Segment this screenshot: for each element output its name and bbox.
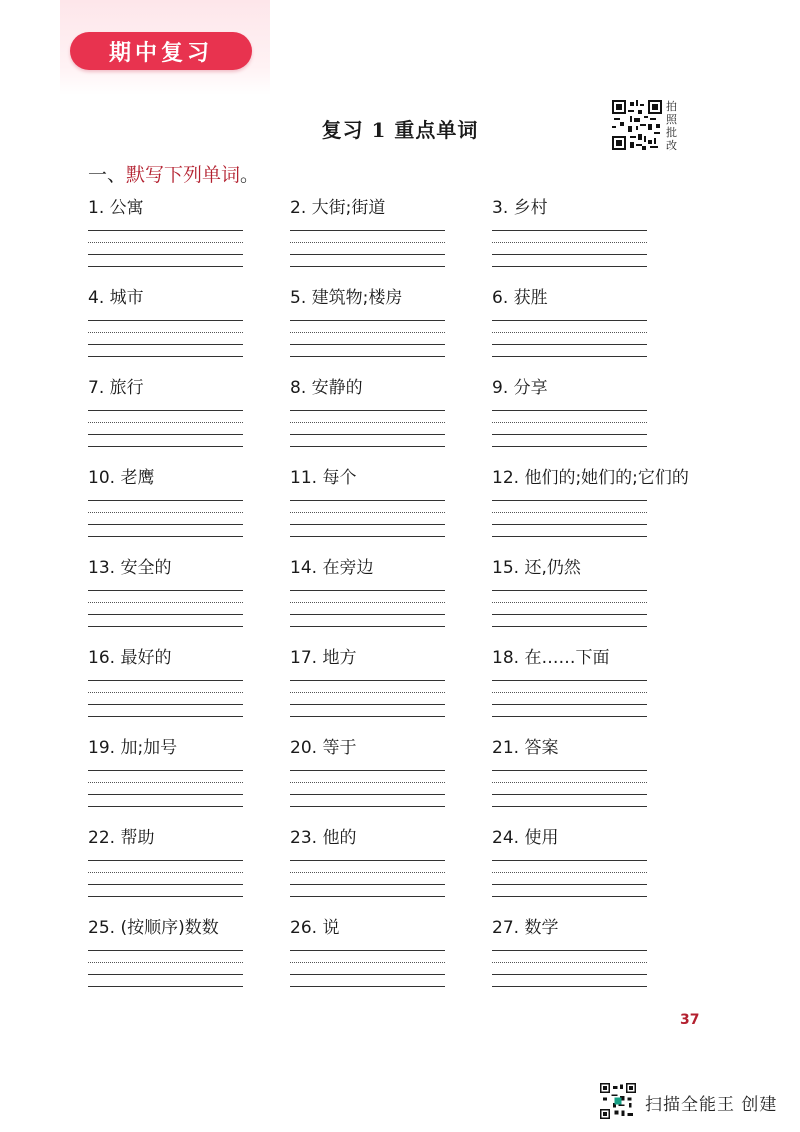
section-banner: 期中复习 (70, 32, 252, 70)
dotted-guide-line (290, 512, 445, 513)
writing-lines[interactable] (88, 320, 243, 368)
dotted-guide-line (492, 242, 647, 243)
writing-line (88, 704, 243, 705)
vocab-item (88, 375, 290, 465)
writing-line (492, 434, 647, 435)
vocab-item-label: 21. 答案 (492, 738, 559, 758)
writing-line (492, 356, 647, 357)
qr-label: 拍照批改 (666, 100, 677, 152)
section-heading (88, 160, 259, 187)
writing-line (290, 896, 445, 897)
writing-lines[interactable] (290, 410, 445, 458)
writing-line (290, 614, 445, 615)
writing-line (492, 680, 647, 681)
writing-line (492, 950, 647, 951)
writing-lines[interactable] (88, 950, 243, 998)
writing-lines[interactable] (88, 410, 243, 458)
writing-line (290, 806, 445, 807)
writing-lines[interactable] (492, 320, 647, 368)
writing-lines[interactable] (88, 590, 243, 638)
dotted-guide-line (88, 782, 243, 783)
vocab-item-label: 9. 分享 (492, 378, 548, 398)
writing-line (492, 614, 647, 615)
vocab-item-label: 13. 安全的 (88, 558, 172, 578)
qr-code-icon[interactable] (612, 100, 662, 150)
writing-line (290, 524, 445, 525)
dotted-guide-line (492, 422, 647, 423)
page-number: 37 (680, 1012, 700, 1028)
writing-lines[interactable] (88, 230, 243, 278)
writing-lines[interactable] (492, 500, 647, 548)
writing-lines[interactable] (290, 590, 445, 638)
vocab-item (492, 555, 652, 645)
writing-line (290, 266, 445, 267)
scanner-logo-icon (600, 1083, 636, 1119)
writing-line (88, 320, 243, 321)
dotted-guide-line (492, 872, 647, 873)
vocab-item-label: 4. 城市 (88, 288, 144, 308)
vocab-item-label: 3. 乡村 (492, 198, 548, 218)
vocab-item (492, 375, 652, 465)
vocab-item-label: 12. 他们的;她们的;它们的 (492, 468, 689, 488)
writing-line (88, 500, 243, 501)
writing-line (492, 446, 647, 447)
vocab-item (88, 465, 290, 555)
writing-line (492, 986, 647, 987)
writing-line (290, 884, 445, 885)
vocab-item (492, 285, 652, 375)
vocab-item (290, 195, 492, 285)
vocab-item (492, 915, 652, 1005)
writing-lines[interactable] (88, 500, 243, 548)
writing-lines[interactable] (492, 860, 647, 908)
writing-line (492, 590, 647, 591)
dotted-guide-line (492, 332, 647, 333)
vocab-item (290, 555, 492, 645)
dotted-guide-line (290, 962, 445, 963)
vocab-item (88, 915, 290, 1005)
writing-line (492, 884, 647, 885)
writing-lines[interactable] (492, 680, 647, 728)
vocab-item-label: 17. 地方 (290, 648, 357, 668)
writing-line (88, 806, 243, 807)
vocab-item (290, 285, 492, 375)
dotted-guide-line (492, 962, 647, 963)
vocab-item (290, 645, 492, 735)
dotted-guide-line (492, 602, 647, 603)
vocab-item-label: 10. 老鹰 (88, 468, 155, 488)
writing-line (492, 266, 647, 267)
writing-lines[interactable] (88, 860, 243, 908)
writing-line (290, 356, 445, 357)
vocab-item-label: 18. 在……下面 (492, 648, 610, 668)
vocab-item-label: 14. 在旁边 (290, 558, 374, 578)
vocab-item-label: 7. 旅行 (88, 378, 144, 398)
writing-line (290, 320, 445, 321)
writing-lines[interactable] (492, 950, 647, 998)
vocab-item (492, 645, 652, 735)
writing-line (88, 536, 243, 537)
writing-line (492, 344, 647, 345)
writing-line (88, 884, 243, 885)
writing-line (88, 896, 243, 897)
dotted-guide-line (88, 422, 243, 423)
writing-lines[interactable] (290, 320, 445, 368)
writing-line (492, 536, 647, 537)
vocab-item (290, 735, 492, 825)
vocab-item-label: 22. 帮助 (88, 828, 155, 848)
writing-line (88, 860, 243, 861)
writing-line (88, 614, 243, 615)
writing-line (88, 524, 243, 525)
writing-line (88, 344, 243, 345)
writing-line (290, 590, 445, 591)
writing-lines[interactable] (290, 770, 445, 818)
dotted-guide-line (88, 872, 243, 873)
vocab-item (492, 825, 652, 915)
dotted-guide-line (88, 602, 243, 603)
vocab-item (492, 465, 689, 555)
writing-line (88, 626, 243, 627)
writing-line (290, 974, 445, 975)
writing-lines[interactable] (290, 230, 445, 278)
dotted-guide-line (290, 242, 445, 243)
writing-lines[interactable] (290, 950, 445, 998)
writing-line (492, 716, 647, 717)
vocab-item (88, 285, 290, 375)
writing-line (492, 230, 647, 231)
section-suffix: 。 (240, 164, 260, 186)
writing-lines[interactable] (290, 860, 445, 908)
vocab-item (88, 645, 290, 735)
vocab-grid (88, 195, 689, 1005)
writing-line (492, 410, 647, 411)
vocab-item-label: 16. 最好的 (88, 648, 172, 668)
vocab-item (290, 915, 492, 1005)
writing-line (290, 704, 445, 705)
writing-line (492, 254, 647, 255)
dotted-guide-line (290, 602, 445, 603)
writing-line (88, 230, 243, 231)
writing-line (290, 536, 445, 537)
writing-lines[interactable] (492, 230, 647, 278)
writing-line (88, 434, 243, 435)
vocab-item (492, 195, 652, 285)
vocab-item (290, 375, 492, 465)
writing-line (88, 770, 243, 771)
writing-line (290, 254, 445, 255)
writing-lines[interactable] (492, 770, 647, 818)
dotted-guide-line (88, 242, 243, 243)
writing-line (290, 986, 445, 987)
vocab-item (88, 555, 290, 645)
writing-line (492, 896, 647, 897)
writing-line (492, 524, 647, 525)
dotted-guide-line (88, 962, 243, 963)
writing-line (290, 770, 445, 771)
writing-line (88, 986, 243, 987)
scanner-credit: 扫描全能王 创建 (645, 1095, 778, 1115)
vocab-item-label: 26. 说 (290, 918, 340, 938)
writing-line (290, 794, 445, 795)
vocab-item-label: 19. 加;加号 (88, 738, 178, 758)
dotted-guide-line (290, 692, 445, 693)
dotted-guide-line (290, 782, 445, 783)
writing-line (290, 230, 445, 231)
writing-line (290, 626, 445, 627)
writing-lines[interactable] (290, 680, 445, 728)
vocab-item-label: 8. 安静的 (290, 378, 363, 398)
writing-line (492, 500, 647, 501)
writing-line (88, 410, 243, 411)
writing-line (492, 974, 647, 975)
writing-line (492, 860, 647, 861)
writing-lines[interactable] (492, 410, 647, 458)
vocab-item-label: 1. 公寓 (88, 198, 144, 218)
vocab-item-label: 6. 获胜 (492, 288, 548, 308)
writing-line (290, 716, 445, 717)
writing-line (88, 974, 243, 975)
writing-line (492, 794, 647, 795)
vocab-item (290, 465, 492, 555)
writing-line (290, 950, 445, 951)
vocab-item-label: 25. (按顺序)数数 (88, 918, 219, 938)
writing-line (290, 434, 445, 435)
vocab-item (88, 825, 290, 915)
writing-line (88, 794, 243, 795)
dotted-guide-line (492, 782, 647, 783)
section-instruction: 默写下列单词 (126, 164, 241, 186)
writing-line (492, 806, 647, 807)
vocab-item-label: 23. 他的 (290, 828, 357, 848)
writing-line (290, 446, 445, 447)
vocab-item (290, 825, 492, 915)
vocab-item-label: 15. 还,仍然 (492, 558, 581, 578)
page-title: 复习 1 重点单词 (321, 118, 479, 142)
section-prefix: 一、 (88, 164, 127, 186)
writing-line (290, 680, 445, 681)
writing-line (88, 590, 243, 591)
dotted-guide-line (88, 692, 243, 693)
vocab-item (88, 735, 290, 825)
writing-line (492, 320, 647, 321)
vocab-item-label: 20. 等于 (290, 738, 357, 758)
writing-line (88, 356, 243, 357)
writing-lines[interactable] (290, 500, 445, 548)
dotted-guide-line (290, 422, 445, 423)
writing-lines[interactable] (88, 680, 243, 728)
writing-line (88, 446, 243, 447)
vocab-item-label: 27. 数学 (492, 918, 559, 938)
dotted-guide-line (492, 512, 647, 513)
writing-lines[interactable] (88, 770, 243, 818)
writing-line (88, 716, 243, 717)
vocab-item-label: 11. 每个 (290, 468, 357, 488)
writing-line (290, 410, 445, 411)
writing-line (290, 860, 445, 861)
writing-line (88, 950, 243, 951)
dotted-guide-line (88, 332, 243, 333)
dotted-guide-line (290, 332, 445, 333)
dotted-guide-line (290, 872, 445, 873)
writing-line (492, 626, 647, 627)
vocab-item-label: 5. 建筑物;楼房 (290, 288, 403, 308)
dotted-guide-line (88, 512, 243, 513)
vocab-item (88, 195, 290, 285)
dotted-guide-line (492, 692, 647, 693)
writing-line (88, 680, 243, 681)
vocab-item (492, 735, 652, 825)
writing-line (88, 266, 243, 267)
writing-line (290, 344, 445, 345)
vocab-item-label: 2. 大街;街道 (290, 198, 386, 218)
writing-lines[interactable] (492, 590, 647, 638)
writing-line (290, 500, 445, 501)
writing-line (492, 704, 647, 705)
writing-line (88, 254, 243, 255)
vocab-item-label: 24. 使用 (492, 828, 559, 848)
writing-line (492, 770, 647, 771)
